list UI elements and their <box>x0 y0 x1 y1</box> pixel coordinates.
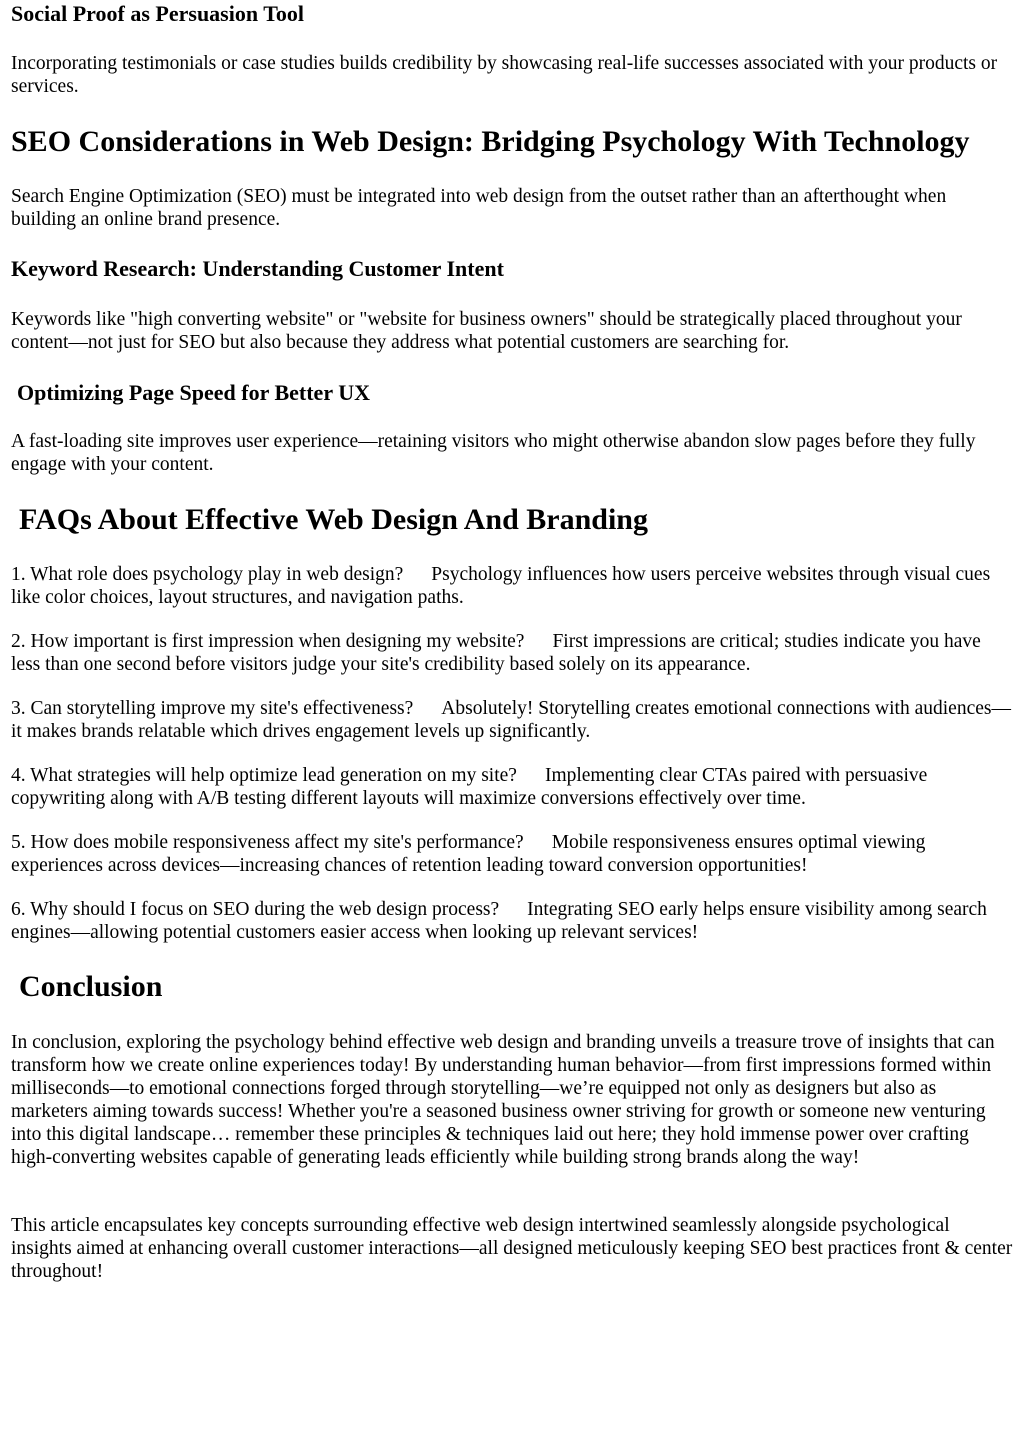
faq-answer: Integrating SEO early helps ensure visibility among search engines—allowing potential customers easier access when looking up relevant services! <box>11 899 987 943</box>
social-proof-heading: Social Proof as Persuasion Tool <box>11 1 304 26</box>
faq-question: 3. Can storytelling improve my site's effectiveness? <box>11 698 414 719</box>
faq-question: 4. What strategies will help optimize lead generation on my site? <box>11 765 517 786</box>
faq-item <box>11 697 1014 743</box>
seo-body: Search Engine Optimization (SEO) must be integrated into web design from the outset rather than an afterthought when building an online brand presence. <box>11 186 947 230</box>
page-speed-heading: Optimizing Page Speed for Better UX <box>17 380 370 405</box>
faq-question: 1. What role does psychology play in web design? <box>11 564 404 585</box>
faq-answer: Implementing clear CTAs paired with persuasive copywriting along with A/B testing different layouts will maximize conversions effectively over time. <box>11 765 928 809</box>
faq-item <box>11 831 1014 877</box>
conclusion-heading: Conclusion <box>19 970 163 1003</box>
faq-answer: First impressions are critical; studies indicate you have less than one second before visitors judge your site's credibility based solely on its appearance. <box>11 631 981 675</box>
faq-question: 6. Why should I focus on SEO during the web design process? <box>11 899 500 920</box>
conclusion-paragraph-1: In conclusion, exploring the psychology behind effective web design and branding unveils a treasure trove of insights that can transform how we create online experiences today! By understanding human behavior—from first impressions formed within milliseconds—to emotional connections forged through storytelling—we’re equipped not only as designers but also as marketers aiming towards success! Whether you're a seasoned business owner striving for growth or someone new venturing into this digital landscape… remember these principles & techniques laid out here; they hold immense power over crafting high-converting websites capable of generating leads efficiently while building strong brands along the way! <box>11 1032 995 1168</box>
social-proof-body: Incorporating testimonials or case studies builds credibility by showcasing real-life successes associated with your products or services. <box>11 53 998 97</box>
faq-question: 2. How important is first impression when designing my website? <box>11 631 525 652</box>
faq-question: 5. How does mobile responsiveness affect my site's performance? <box>11 832 524 853</box>
faq-answer: Psychology influences how users perceive websites through visual cues like color choices, layout structures, and navigation paths. <box>11 564 991 608</box>
faq-item <box>11 764 1014 810</box>
faq-item <box>11 563 1014 609</box>
keyword-research-body: Keywords like "high converting website" or "website for business owners" should be strategically placed throughout your content—not just for SEO but also because they address what potential customers are searching for. <box>11 309 962 353</box>
conclusion-paragraph-2: This article encapsulates key concepts surrounding effective web design intertwined seamlessly alongside psychological insights aimed at enhancing overall customer interactions—all designed meticulously keeping SEO best practices front & center throughout! <box>11 1215 1013 1282</box>
faq-answer: Absolutely! Storytelling creates emotional connections with audiences—it makes brands relatable which drives engagement levels up significantly. <box>11 698 1011 742</box>
keyword-research-heading: Keyword Research: Understanding Customer Intent <box>11 256 504 281</box>
faq-item <box>11 630 1014 676</box>
faqs-heading: FAQs About Effective Web Design And Branding <box>19 503 648 536</box>
faq-item <box>11 898 1014 944</box>
seo-heading: SEO Considerations in Web Design: Bridging Psychology With Technology <box>11 125 970 158</box>
page-speed-body: A fast-loading site improves user experience—retaining visitors who might otherwise abandon slow pages before they fully engage with your content. <box>11 431 976 475</box>
faq-answer: Mobile responsiveness ensures optimal viewing experiences across devices—increasing chances of retention leading toward conversion opportunities! <box>11 832 926 876</box>
